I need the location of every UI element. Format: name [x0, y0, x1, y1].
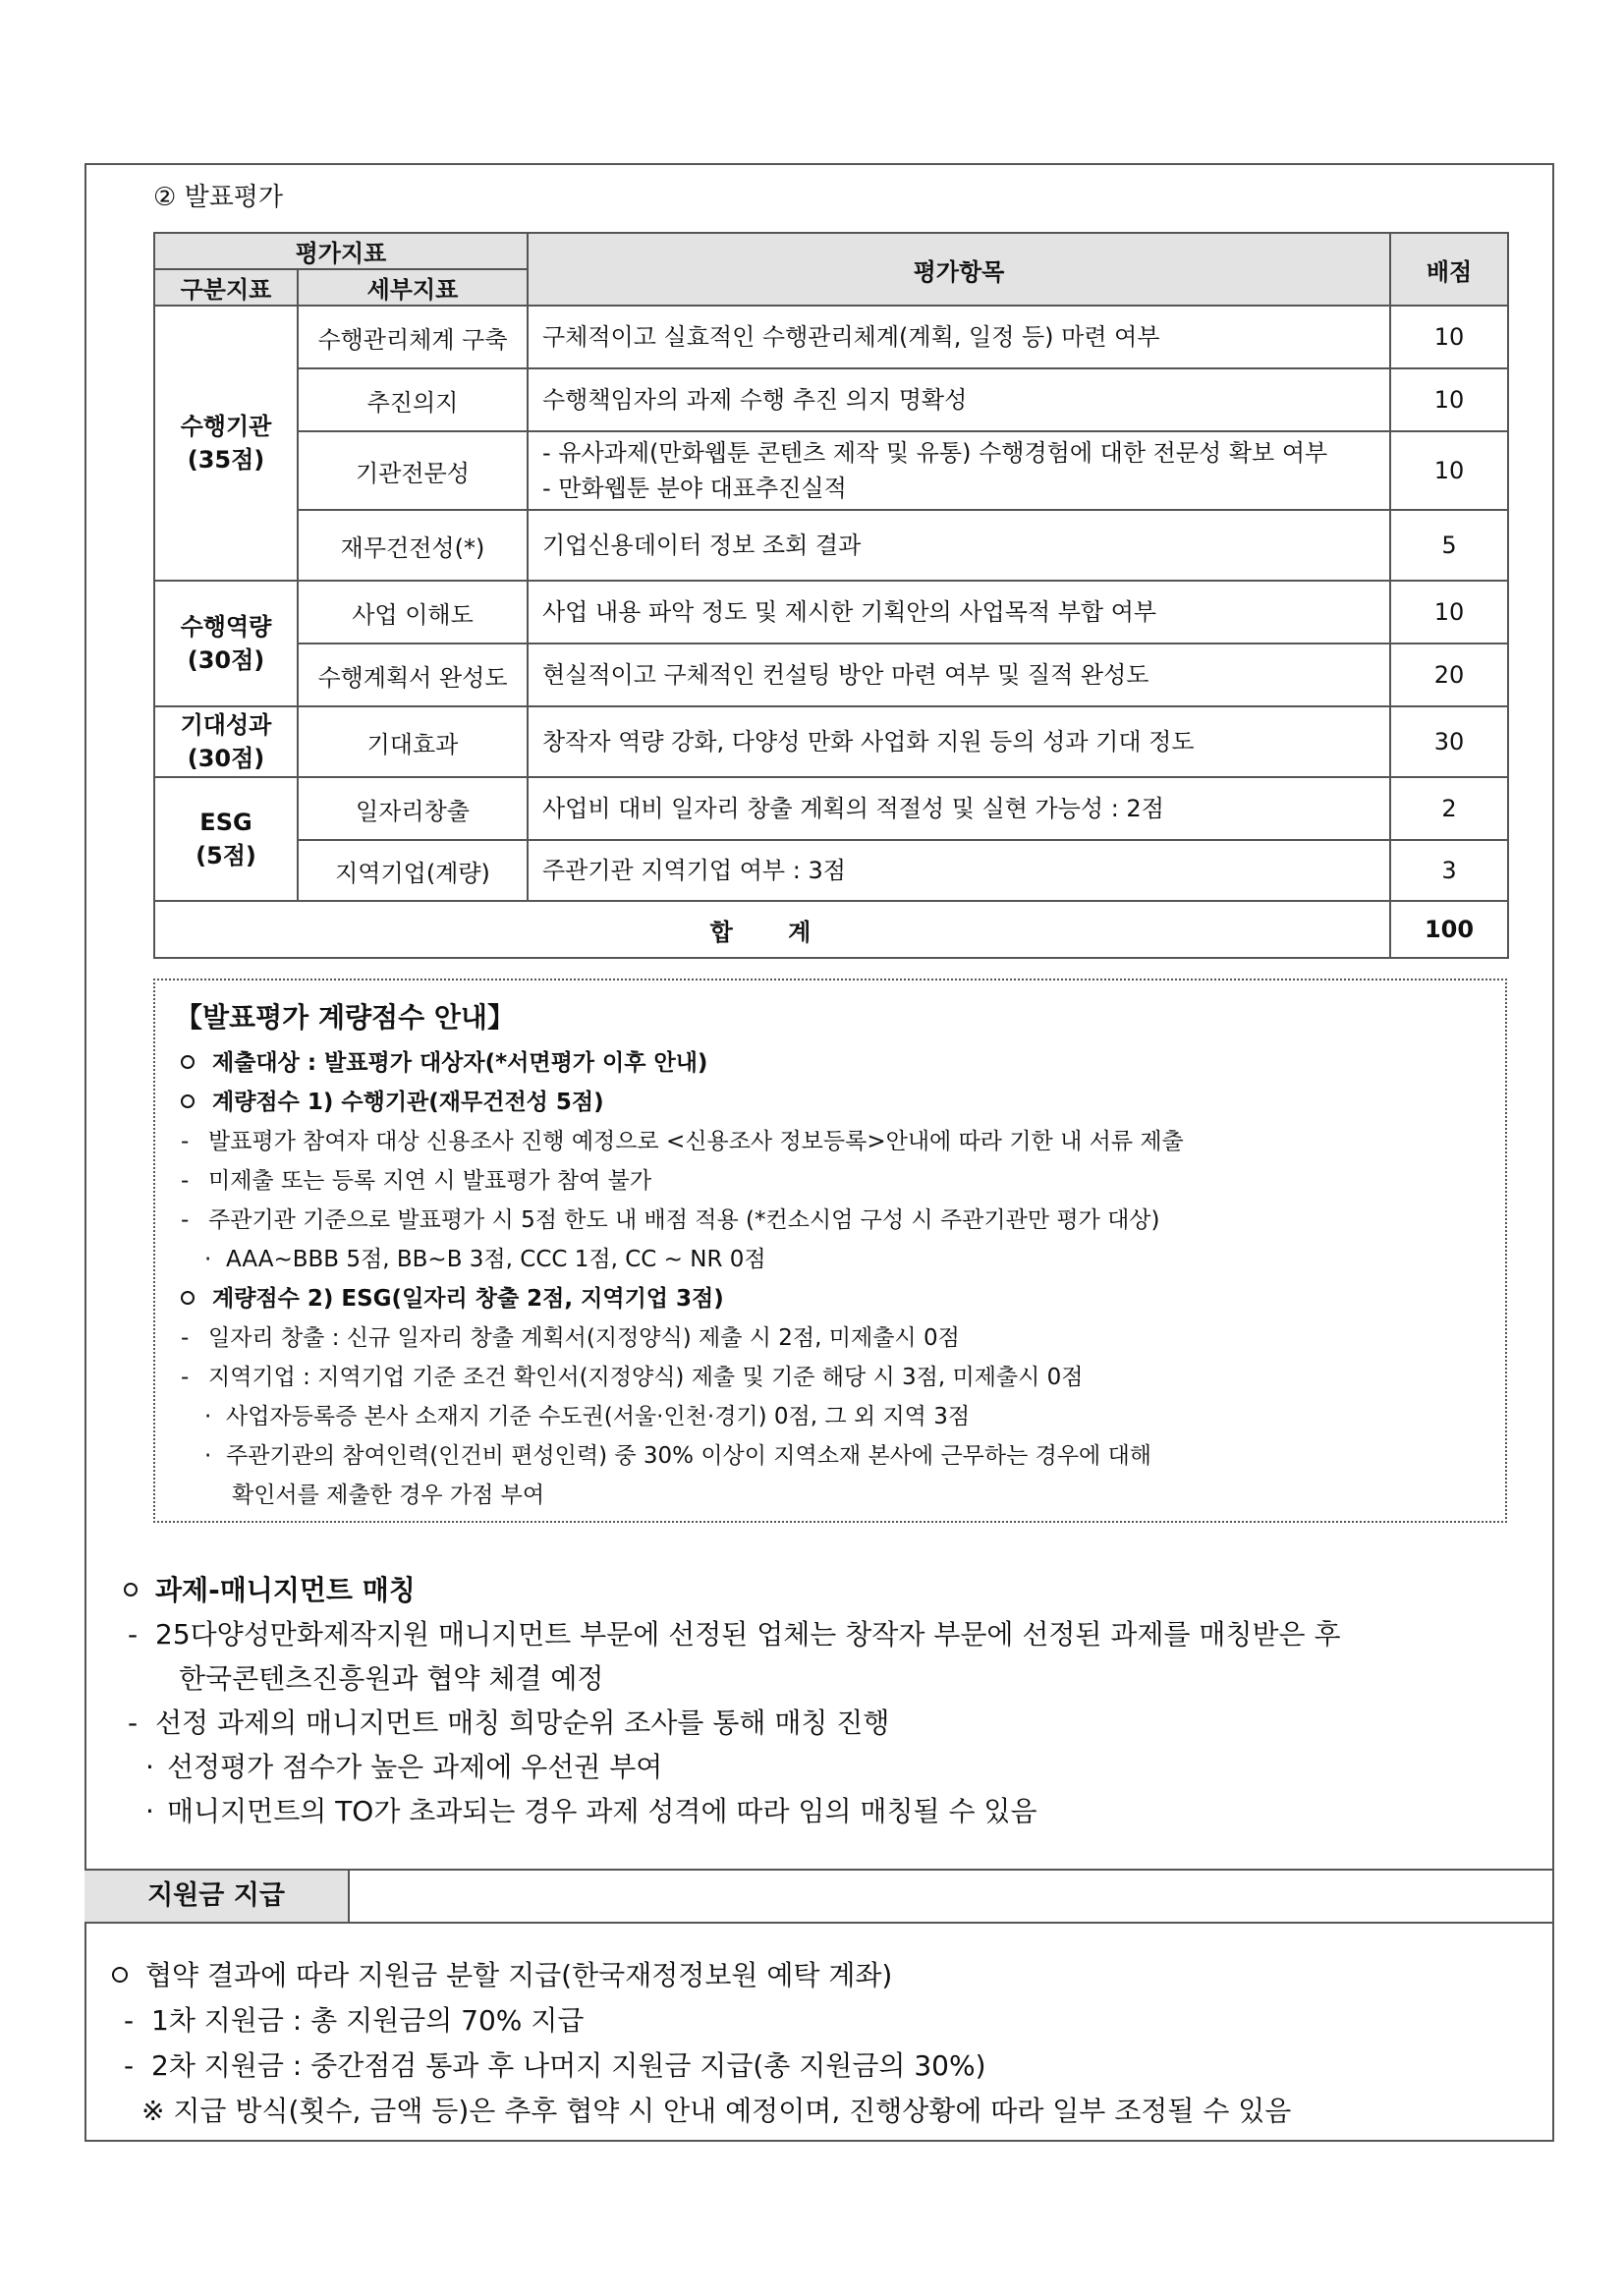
notice-dash-line: - 지역기업 : 지역기업 기준 조건 확인서(지정양식) 제출 및 기준 해당 시 3점, 미제출시 0점 [181, 1365, 1084, 1390]
item-cell: 사업비 대비 일자리 창출 계획의 적절성 및 실현 가능성 : 2점 [528, 777, 1390, 840]
matching-line: 한국콘텐츠진흥원과 협약 체결 예정 [179, 1662, 604, 1695]
notice-bullet: 계량점수 1) 수행기관(재무건전성 5점) [175, 1083, 1485, 1122]
table-row [154, 368, 1508, 431]
item-cell: 창작자 역량 강화, 다양성 만화 사업화 지원 등의 성과 기대 정도 [528, 706, 1390, 777]
notice-sub-line: · 사업자등록증 본사 소재지 기준 수도권(서울·인천·경기) 0점, 그 외 지역 3점 [204, 1404, 971, 1429]
payment-section-label: 지원금 지급 [84, 1869, 350, 1924]
category-cell: 수행역량 (30점) [154, 581, 298, 706]
item-cell: - 유사과제(만화웹툰 콘텐츠 제작 및 유통) 수행경험에 대한 전문성 확보 여부 - 만화웹툰 분야 대표추진실적 [528, 431, 1390, 510]
table-row [154, 644, 1508, 706]
score-cell: 10 [1390, 368, 1508, 431]
total-label: 합 계 [154, 901, 1390, 958]
notice-bullet: 계량점수 2) ESG(일자리 창출 2점, 지역기업 3점) [175, 1279, 1485, 1318]
table-row [154, 306, 1508, 368]
matching-sub-line: · 매니지먼트의 TO가 초과되는 경우 과제 성격에 따라 임의 매칭될 수 있음 [145, 1795, 1037, 1827]
detail-cell: 사업 이해도 [298, 581, 528, 644]
section-divider [350, 1922, 1554, 1924]
score-cell: 10 [1390, 581, 1508, 644]
category-cell: 수행기관 (35점) [154, 306, 298, 581]
header-score: 배점 [1390, 233, 1508, 306]
score-cell: 3 [1390, 840, 1508, 901]
table-row [154, 777, 1508, 840]
circle-bullet-icon [181, 1291, 195, 1305]
section-subtitle: ② 발표평가 [153, 183, 284, 212]
detail-cell: 추진의지 [298, 368, 528, 431]
notice-dash-line: - 발표평가 참여자 대상 신용조사 진행 예정으로 <신용조사 정보등록>안내에 따라 기한 내 서류 제출 [181, 1129, 1184, 1154]
score-cell: 10 [1390, 431, 1508, 510]
notice-dash-line: - 일자리 창출 : 신규 일자리 창출 계획서(지정양식) 제출 시 2점, 미제출시 0점 [181, 1325, 960, 1351]
item-cell: 기업신용데이터 정보 조회 결과 [528, 510, 1390, 581]
table-row [154, 581, 1508, 644]
header-item: 평가항목 [528, 233, 1390, 306]
circle-bullet-icon [181, 1055, 195, 1069]
matching-line: - 선정 과제의 매니지먼트 매칭 희망순위 조사를 통해 매칭 진행 [128, 1707, 890, 1739]
payment-main: 협약 결과에 따라 지원금 분할 지급(한국재정정보원 예탁 계좌) [110, 1953, 1291, 1998]
detail-cell: 수행계획서 완성도 [298, 644, 528, 706]
score-cell: 20 [1390, 644, 1508, 706]
item-cell: 주관기관 지역기업 여부 : 3점 [528, 840, 1390, 901]
table-row [154, 510, 1508, 581]
detail-cell: 지역기업(계량) [298, 840, 528, 901]
total-row [154, 901, 1508, 958]
payment-note: ※ 지급 방식(횟수, 금액 등)은 추후 협약 시 안내 예정이며, 진행상황에 따라 일부 조정될 수 있음 [141, 2095, 1292, 2127]
matching-sub-line: · 선정평가 점수가 높은 과제에 우선권 부여 [145, 1751, 663, 1783]
detail-cell: 일자리창출 [298, 777, 528, 840]
matching-line: - 25다양성만화제작지원 매니지먼트 부문에 선정된 업체는 창작자 부문에 선정된 과제를 매칭받은 후 [128, 1618, 1341, 1651]
item-cell: 사업 내용 파악 정도 및 제시한 기획안의 사업목적 부합 여부 [528, 581, 1390, 644]
payment-line: - 1차 지원금 : 총 지원금의 70% 지급 [124, 2004, 585, 2037]
category-cell: ESG (5점) [154, 777, 298, 901]
notice-sub-line: 확인서를 제출한 경우 가점 부여 [232, 1483, 545, 1508]
notice-sub-line: · 주관기관의 참여인력(인건비 편성인력) 중 30% 이상이 지역소재 본사에 근무하는 경우에 대해 [204, 1443, 1152, 1469]
notice-bullet: 제출대상 : 발표평가 대상자(*서면평가 이후 안내) [175, 1043, 1485, 1083]
header-group: 평가지표 [154, 233, 528, 269]
evaluation-table [153, 232, 1509, 959]
item-cell: 현실적이고 구체적인 컨설팅 방안 마련 여부 및 질적 완성도 [528, 644, 1390, 706]
detail-cell: 재무건전성(*) [298, 510, 528, 581]
detail-cell: 기대효과 [298, 706, 528, 777]
notice-sub-line: · AAA~BBB 5점, BB~B 3점, CCC 1점, CC ~ NR 0점 [204, 1247, 766, 1272]
item-cell: 수행책임자의 과제 수행 추진 의지 명확성 [528, 368, 1390, 431]
notice-dash-line: - 주관기관 기준으로 발표평가 시 5점 한도 내 배점 적용 (*컨소시엄 구성 시 주관기관만 평가 대상) [181, 1207, 1160, 1233]
total-score: 100 [1390, 901, 1508, 958]
category-cell: 기대성과 (30점) [154, 706, 298, 777]
section-divider [350, 1869, 1554, 1871]
quantitative-score-notice [153, 979, 1507, 1523]
matching-section [118, 1568, 1341, 1833]
item-cell: 구체적이고 실효적인 수행관리체계(계획, 일정 등) 마련 여부 [528, 306, 1390, 368]
notice-dash-line: - 미제출 또는 등록 지연 시 발표평가 참여 불가 [181, 1168, 652, 1194]
header-category: 구분지표 [154, 269, 298, 306]
score-cell: 30 [1390, 706, 1508, 777]
circle-bullet-icon [124, 1583, 138, 1596]
table-row [154, 706, 1508, 777]
notice-title: 【발표평가 계량점수 안내】 [175, 1001, 515, 1034]
payment-line: - 2차 지원금 : 중간점검 통과 후 나머지 지원금 지급(총 지원금의 30%) [124, 2049, 986, 2082]
table-row [154, 840, 1508, 901]
table-row [154, 431, 1508, 510]
matching-title: 과제-매니지먼트 매칭 [118, 1568, 1341, 1612]
detail-cell: 수행관리체계 구축 [298, 306, 528, 368]
circle-bullet-icon [112, 1967, 128, 1983]
header-detail: 세부지표 [298, 269, 528, 306]
circle-bullet-icon [181, 1094, 195, 1108]
score-cell: 2 [1390, 777, 1508, 840]
detail-cell: 기관전문성 [298, 431, 528, 510]
score-cell: 10 [1390, 306, 1508, 368]
score-cell: 5 [1390, 510, 1508, 581]
payment-section [110, 1953, 1291, 2134]
